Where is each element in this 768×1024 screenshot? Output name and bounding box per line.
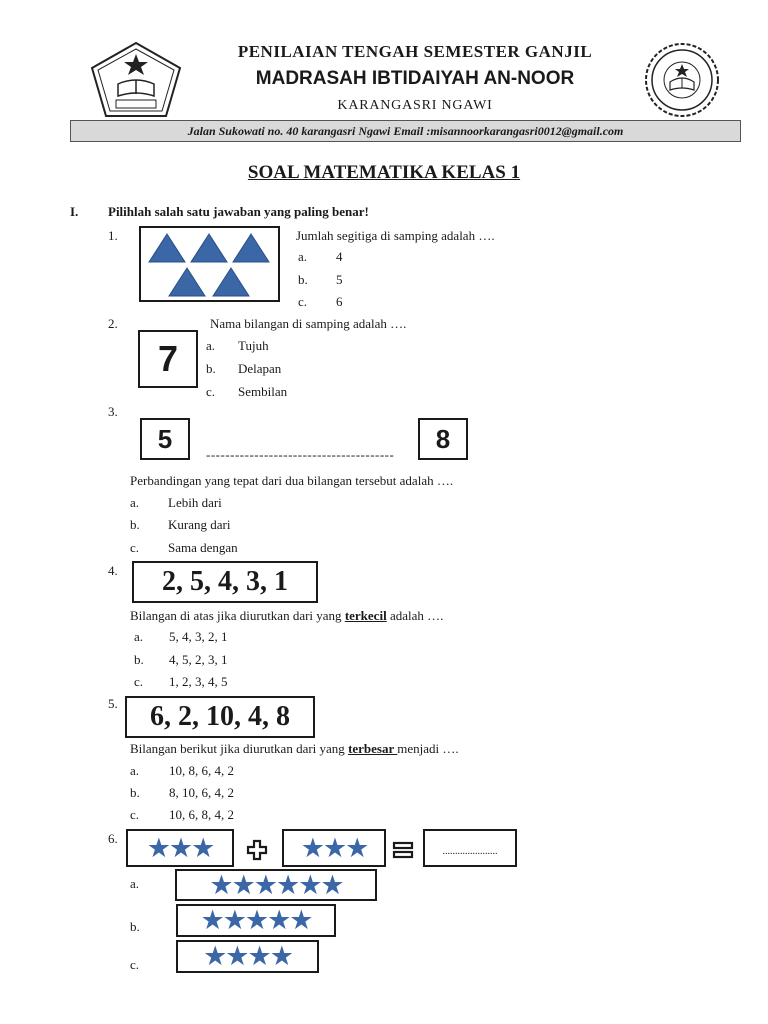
q6-option-a-box bbox=[175, 869, 377, 901]
q6-option-c-letter: c. bbox=[130, 957, 140, 972]
q1-option-c: 6 bbox=[336, 294, 343, 309]
q1-option-a-letter: a. bbox=[298, 249, 308, 264]
q6-left-stars-box bbox=[126, 829, 234, 867]
q4-option-a-letter: a. bbox=[134, 629, 144, 644]
q6-right-stars-box bbox=[282, 829, 386, 867]
equals-sign-icon bbox=[392, 840, 414, 865]
header-location: KARANGASRI NGAWI bbox=[337, 98, 493, 113]
q3-left-box bbox=[140, 418, 190, 460]
q3-blank-line: --------------------------------------- bbox=[206, 447, 395, 462]
q4-question bbox=[130, 608, 443, 624]
q6-option-a-stars: ★★★★★★ bbox=[209, 869, 343, 901]
q3-question: Perbandingan yang tepat dari dua bilangan tersebut adalah …. bbox=[130, 473, 454, 488]
q6-option-a-letter: a. bbox=[130, 876, 140, 891]
q4-sequence-box bbox=[132, 561, 318, 603]
right-logo bbox=[640, 40, 724, 120]
q6-option-b-box bbox=[176, 904, 336, 937]
q5-number: 5. bbox=[108, 696, 118, 711]
q2-question: Nama bilangan di samping adalah …. bbox=[210, 316, 407, 331]
q6-option-b-letter: b. bbox=[130, 919, 140, 934]
q3-option-b: Kurang dari bbox=[168, 517, 231, 532]
q5-option-a-letter: a. bbox=[130, 763, 140, 778]
q3-option-c: Sama dengan bbox=[168, 540, 238, 555]
q2-option-a: Tujuh bbox=[238, 338, 269, 353]
q6-answer-box bbox=[423, 829, 517, 867]
address-bar: Jalan Sukowati no. 40 karangasri Ngawi Email :misannoorkarangasri0012@gmail.com bbox=[70, 120, 741, 142]
q4-question-start: Bilangan di atas jika diurutkan dari yang bbox=[130, 608, 345, 623]
q1-number: 1. bbox=[108, 228, 118, 243]
q2-number-value: 7 bbox=[157, 338, 179, 379]
section-instruction: Pilihlah salah satu jawaban yang paling benar! bbox=[108, 204, 369, 219]
q3-option-b-letter: b. bbox=[130, 517, 140, 532]
q4-number: 4. bbox=[108, 563, 118, 578]
seal-icon bbox=[640, 40, 724, 120]
q6-right-stars: ★★★ bbox=[300, 832, 368, 864]
q6-option-c-box bbox=[176, 940, 319, 973]
q4-sequence: 2, 5, 4, 3, 1 bbox=[162, 566, 288, 597]
q2-option-c: Sembilan bbox=[238, 384, 288, 399]
q1-option-c-letter: c. bbox=[298, 294, 308, 309]
q5-question-keyword: terbesar bbox=[348, 741, 398, 756]
q3-number: 3. bbox=[108, 404, 118, 419]
q2-option-b-letter: b. bbox=[206, 361, 216, 376]
q3-right-box bbox=[418, 418, 468, 460]
q6-option-b-stars: ★★★★★ bbox=[200, 905, 312, 936]
q4-option-b: 4, 5, 2, 3, 1 bbox=[169, 652, 228, 667]
q2-number-box bbox=[138, 330, 198, 388]
q5-option-a: 10, 8, 6, 4, 2 bbox=[169, 763, 234, 778]
q2-option-c-letter: c. bbox=[206, 384, 216, 399]
q5-question bbox=[130, 741, 459, 757]
q4-option-c: 1, 2, 3, 4, 5 bbox=[169, 674, 228, 689]
section-number: I. bbox=[70, 204, 79, 219]
q1-option-a: 4 bbox=[336, 249, 343, 264]
madrasah-emblem-icon bbox=[88, 40, 184, 120]
q5-question-start: Bilangan berikut jika diurutkan dari yang bbox=[130, 741, 349, 756]
plus-sign-icon bbox=[246, 839, 268, 866]
header-line1: PENILAIAN TENGAH SEMESTER GANJIL bbox=[237, 42, 593, 61]
q3-left-value: 5 bbox=[157, 423, 173, 454]
q4-option-a: 5, 4, 3, 2, 1 bbox=[169, 629, 228, 644]
q1-option-b: 5 bbox=[336, 272, 343, 287]
q3-right-value: 8 bbox=[435, 423, 451, 454]
q5-option-b: 8, 10, 6, 4, 2 bbox=[169, 785, 234, 800]
q3-option-a: Lebih dari bbox=[168, 495, 222, 510]
q4-option-b-letter: b. bbox=[134, 652, 144, 667]
q1-question: Jumlah segitiga di samping adalah …. bbox=[296, 228, 495, 243]
q5-sequence-box bbox=[125, 696, 315, 738]
q2-option-b: Delapan bbox=[238, 361, 282, 376]
q5-option-c: 10, 6, 8, 4, 2 bbox=[169, 807, 234, 822]
q5-option-c-letter: c. bbox=[130, 807, 140, 822]
left-logo bbox=[88, 40, 184, 120]
school-name: MADRASAH IBTIDAIYAH AN-NOOR bbox=[255, 68, 575, 89]
page-title: SOAL MATEMATIKA KELAS 1 bbox=[247, 162, 521, 183]
q4-option-c-letter: c. bbox=[134, 674, 144, 689]
q4-question-keyword: terkecil bbox=[344, 608, 387, 623]
q2-option-a-letter: a. bbox=[206, 338, 216, 353]
triangles-icon bbox=[141, 228, 278, 300]
q2-number: 2. bbox=[108, 316, 118, 331]
q1-triangle-box bbox=[139, 226, 280, 302]
q5-sequence: 6, 2, 10, 4, 8 bbox=[150, 701, 290, 732]
q3-option-a-letter: a. bbox=[130, 495, 140, 510]
q5-option-b-letter: b. bbox=[130, 785, 140, 800]
q1-option-b-letter: b. bbox=[298, 272, 308, 287]
q6-answer-blank: ...................... bbox=[442, 846, 498, 857]
q3-option-c-letter: c. bbox=[130, 540, 140, 555]
q6-number: 6. bbox=[108, 831, 118, 846]
q5-question-end: menjadi …. bbox=[397, 741, 459, 756]
q6-left-stars: ★★★ bbox=[146, 832, 214, 864]
q6-option-c-stars: ★★★★ bbox=[203, 941, 292, 972]
q4-question-end: adalah …. bbox=[386, 608, 444, 623]
